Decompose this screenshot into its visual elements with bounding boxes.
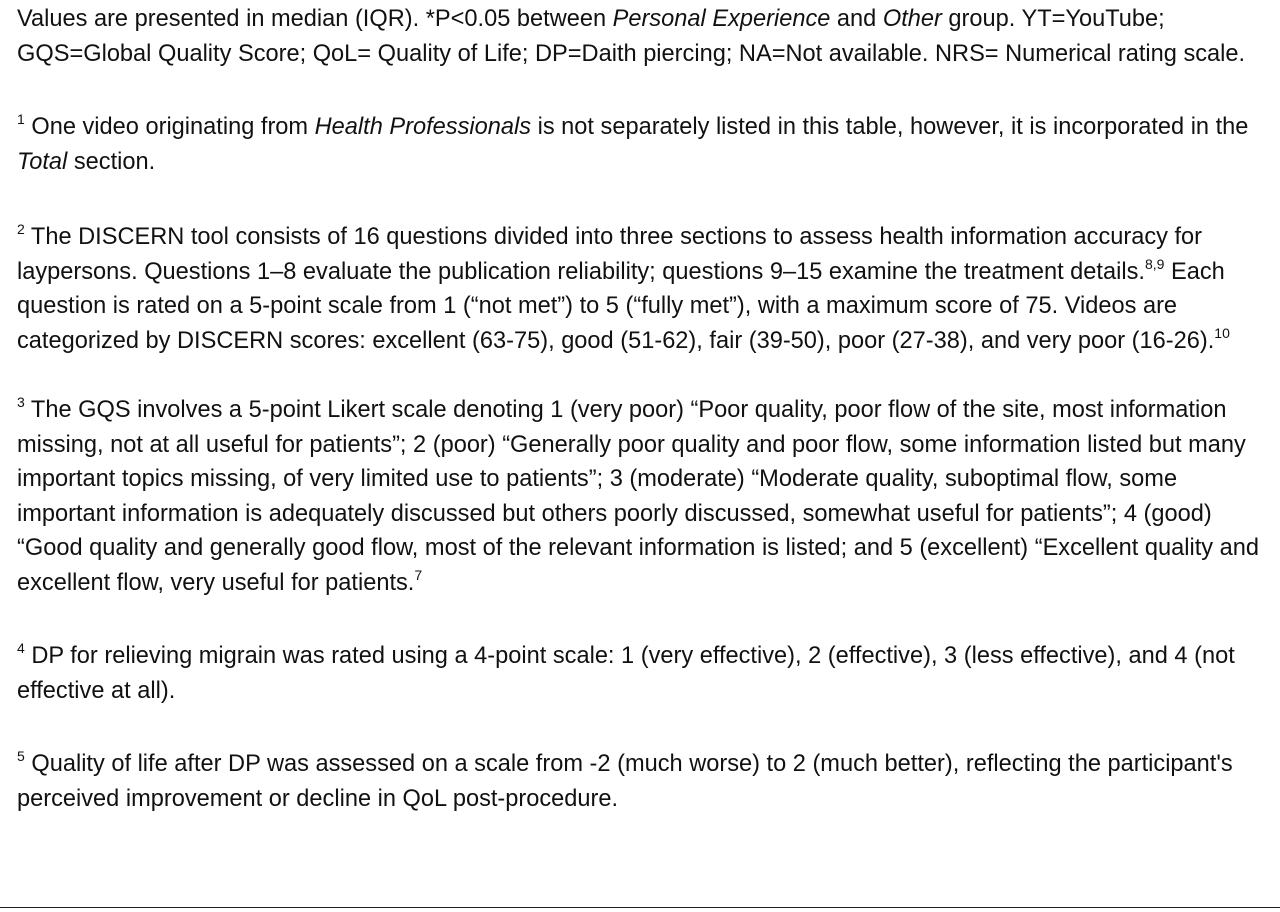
footnote-3 [17,393,1272,600]
footnote-2-text-2: Each question is rated on a 5-point scale from 1 (“not met”) to 5 (“fully met”), with a maximum score of 75. Videos are categorized by DISCERN scores: excellent (63-75), good (51-62), fair (39-50), poor (27-38), and very poor (16-26). [17,258,1225,354]
footnote-4 [17,639,1272,708]
intro-group-other: Other [882,6,942,32]
footnote-1-health-professionals: Health Professionals [314,114,532,140]
footnote-2-marker: 2 [17,221,25,238]
footnote-2-reference-1: 8,9 [1144,255,1165,272]
footnote-1-total: Total [17,148,68,175]
footnote-5-text: Quality of life after DP was assessed on a scale from -2 (much worse) to 2 (much better), reflecting the participant's perceived improvement or decline in QoL post-procedure. [17,751,1233,812]
footnote-5-marker: 5 [17,748,25,765]
intro-group-personal-experience: Personal Experience [612,6,831,32]
intro-text-1: Values are presented in median (IQR). *P<0.05 between [17,6,613,32]
footnote-1-marker: 1 [17,111,25,128]
abbreviations-note [17,2,1272,71]
footnote-3-text: The GQS involves a 5-point Likert scale denoting 1 (very poor) “Poor quality, poor flow of the site, most information missing, not at all useful for patients”; 2 (poor) “Generally poor quality and poor flow, some information listed but many important topics missing, of very limited use to patients”; 3 (moderate) “Moderate quality, suboptimal flow, some important information is adequately discussed but others poorly discussed, somewhat useful for patients”; 4 (good) “Good quality and generally good flow, most of the relevant information is listed; and 5 (excellent) “Excellent quality and excellent flow, very useful for patients. [17,397,1259,596]
footnote-2-text-1: The DISCERN tool consists of 16 questions divided into three sections to assess health information accuracy for laypersons. Questions 1–8 evaluate the publication reliability; questions 9–15 examine the treatment details. [17,224,1203,285]
footnote-4-text: DP for relieving migrain was rated using a 4-point scale: 1 (very effective), 2 (effective), 3 (less effective), and 4 (not effective at all). [17,643,1235,704]
footnote-3-marker: 3 [17,394,25,411]
footnote-2-reference-2: 10 [1214,324,1230,341]
footnote-1-text-1: One video originating from [24,114,315,140]
table-footnotes [17,0,1272,816]
footnote-2 [17,220,1272,358]
footnote-1 [17,110,1272,179]
footnote-5 [17,747,1272,816]
intro-text-5: group. YT=YouTube; GQS=Global Quality Score; QoL= Quality of Life; DP=Daith piercing; NA=Not available. NRS= Numerical rating scale. [17,6,1246,67]
intro-text-3: and [830,6,883,32]
footnote-4-marker: 4 [17,640,25,657]
footnote-1-text-5: section. [67,148,156,175]
footnote-3-reference: 7 [414,566,423,583]
footnote-1-text-3: is not separately listed in this table, however, it is incorporated in the [531,114,1249,140]
bottom-divider [0,907,1280,908]
